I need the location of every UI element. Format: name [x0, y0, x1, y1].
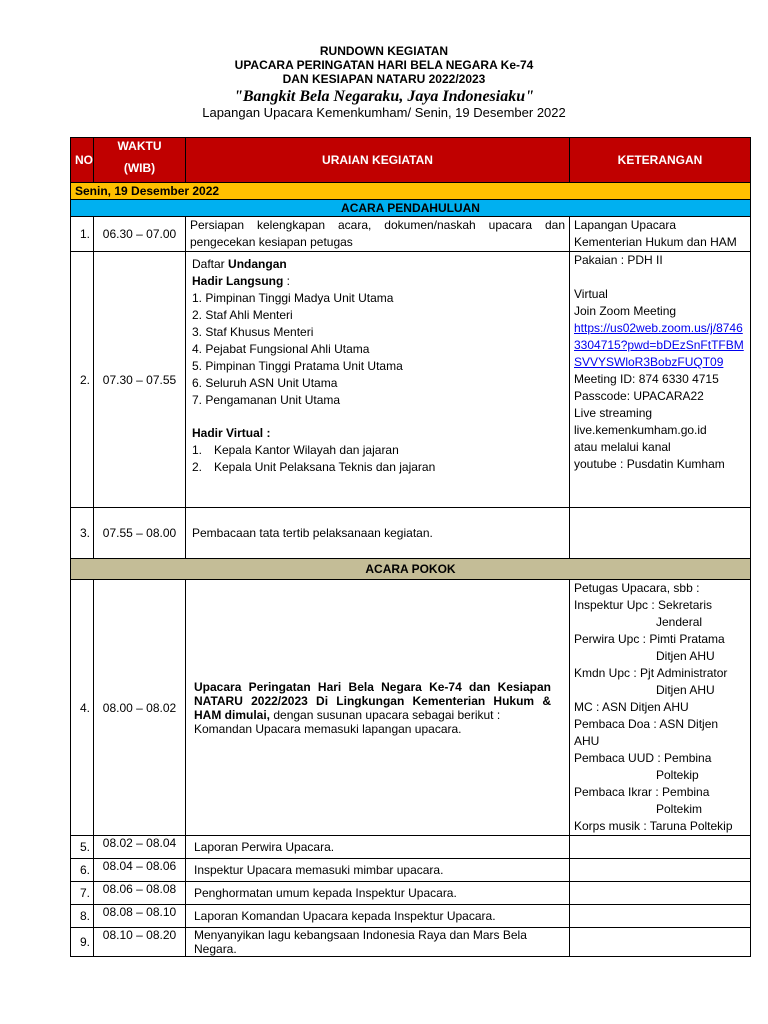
petugas-line: Pembaca Doa : ASN Ditjen AHU — [574, 717, 719, 748]
list-item: 1. Kepala Kantor Wilayah dan jajaran — [192, 443, 399, 457]
petugas-line: Petugas Upacara, sbb : — [574, 581, 700, 595]
row-keterangan — [570, 928, 751, 957]
table-header-row — [71, 138, 751, 183]
ket-meeting-id: Meeting ID: 874 6330 4715 — [574, 372, 719, 386]
row-desc — [186, 252, 570, 508]
row-desc: Pembacaan tata tertib pelaksanaan kegiatan. — [186, 508, 570, 559]
row-time: 08.04 – 08.06 — [94, 859, 186, 882]
row-desc: Inspektur Upacara memasuki mimbar upacara. — [186, 859, 570, 882]
table-row — [71, 580, 751, 836]
row-desc: Laporan Komandan Upacara kepada Inspektur Upacara. — [186, 905, 570, 928]
ket-atau: atau melalui kanal — [574, 440, 671, 454]
row-keterangan — [570, 859, 751, 882]
ket-pakaian: Pakaian : PDH II — [574, 253, 663, 267]
hadir-langsung-list — [192, 290, 565, 409]
table-row — [71, 928, 751, 957]
petugas-line: Ditjen AHU — [656, 683, 715, 697]
row-no: 2. — [71, 252, 94, 508]
table-row — [71, 252, 751, 508]
row-keterangan — [570, 580, 751, 836]
date-row — [71, 183, 751, 200]
row-time: 07.55 – 08.00 — [94, 508, 186, 559]
list-item: 2. Kepala Unit Pelaksana Teknis dan jajaran — [192, 460, 436, 474]
list-item: 7. Pengamanan Unit Utama — [192, 393, 341, 407]
row-desc: Penghormatan umum kepada Inspektur Upacara. — [186, 882, 570, 905]
section-pendahuluan: ACARA PENDAHULUAN — [71, 200, 751, 217]
col-waktu-label: WAKTU — [117, 139, 162, 153]
row-time: 08.10 – 08.20 — [94, 928, 186, 957]
row-desc — [186, 580, 570, 836]
doc-title: RUNDOWN KEGIATAN — [319, 44, 449, 58]
ket-youtube: youtube : Pusdatin Kumham — [574, 457, 725, 471]
row-no: 8. — [71, 905, 94, 928]
row-desc: Persiapan kelengkapan acara, dokumen/naskah upacara dan pengecekan kesiapan petugas — [186, 217, 570, 252]
ket-passcode: Passcode: UPACARA22 — [574, 389, 704, 403]
section-pokok: ACARA POKOK — [71, 559, 751, 580]
row-time: 08.00 – 08.02 — [94, 580, 186, 836]
petugas-line: Pembaca UUD : Pembina — [574, 751, 712, 765]
petugas-list — [574, 580, 746, 835]
row-time: 08.06 – 08.08 — [94, 882, 186, 905]
row-time: 08.08 – 08.10 — [94, 905, 186, 928]
row-no: 1. — [71, 217, 94, 252]
undangan-label: Undangan — [228, 257, 287, 271]
petugas-line: Ditjen AHU — [656, 649, 715, 663]
daftar-undangan — [192, 256, 565, 273]
motto: "Bangkit Bela Negaraku, Jaya Indonesiaku" — [233, 88, 535, 105]
list-item: 2. Staf Ahli Menteri — [192, 308, 293, 322]
petugas-line: Kmdn Upc : Pjt Administrator — [574, 666, 728, 680]
doc-subtitle-2: DAN KESIAPAN NATARU 2022/2023 — [282, 72, 486, 86]
list-item: 3. Staf Khusus Menteri — [192, 325, 314, 339]
row-keterangan — [570, 217, 751, 252]
section-row-pokok — [71, 559, 751, 580]
hadir-virtual-list — [192, 442, 565, 476]
col-keterangan: KETERANGAN — [570, 138, 751, 183]
ket-line: Lapangan Upacara — [574, 218, 677, 232]
ket-virtual: Virtual — [574, 287, 608, 301]
row-keterangan — [570, 882, 751, 905]
list-item: 5. Pimpinan Tinggi Pratama Unit Utama — [192, 359, 403, 373]
table-row — [71, 217, 751, 252]
ket-join: Join Zoom Meeting — [574, 304, 677, 318]
doc-subtitle-1: UPACARA PERINGATAN HARI BELA NEGARA Ke-74 — [234, 58, 534, 72]
row-no: 6. — [71, 859, 94, 882]
petugas-line: Inspektur Upc : Sekretaris — [574, 598, 713, 612]
row-keterangan — [570, 905, 751, 928]
row-keterangan — [570, 508, 751, 559]
col-waktu-unit: (WIB) — [123, 161, 156, 175]
petugas-line: Korps musik : Taruna Poltekip — [574, 819, 733, 833]
row4-desc-line2: Komandan Upacara memasuki lapangan upacara. — [194, 721, 462, 736]
row-no: 9. — [71, 928, 94, 957]
list-item: 4. Pejabat Fungsional Ahli Utama — [192, 342, 370, 356]
zoom-link[interactable]: https://us02web.zoom.us/j/87463304715?pwd=bDEzSnFtTFBMSVVYSWloR3BobzFUQT09 — [574, 321, 744, 369]
table-row — [71, 836, 751, 859]
hadir-virtual-heading: Hadir Virtual : — [192, 426, 271, 440]
petugas-line: Poltekip — [656, 768, 699, 782]
petugas-line: Pembaca Ikrar : Pembina — [574, 785, 710, 799]
rundown-table — [70, 137, 751, 957]
row-keterangan — [570, 252, 751, 508]
daftar-label: Daftar — [192, 257, 225, 271]
row-no: 3. — [71, 508, 94, 559]
row4-desc-main: Upacara Peringatan Hari Bela Negara Ke-74 dan Kesiapan NATARU 2022/2023 Di Lingkungan Kementerian Hukum & HAM dimulai, dengan susunan upacara sebagai berikut : — [194, 679, 551, 722]
rows-small — [71, 836, 751, 957]
table-row — [71, 508, 751, 559]
table-row — [71, 905, 751, 928]
col-no: NO — [71, 138, 94, 183]
hadir-langsung-heading: Hadir Langsung : — [192, 274, 291, 288]
date-cell: Senin, 19 Desember 2022 — [71, 183, 751, 200]
row-no: 7. — [71, 882, 94, 905]
row-time: 07.30 – 07.55 — [94, 252, 186, 508]
row-no: 4. — [71, 580, 94, 836]
ket-live-url: live.kemenkumham.go.id — [574, 423, 707, 437]
list-item: 1. Pimpinan Tinggi Madya Unit Utama — [192, 291, 394, 305]
col-waktu — [94, 138, 186, 183]
row-time: 08.02 – 08.04 — [94, 836, 186, 859]
row-time: 06.30 – 07.00 — [94, 217, 186, 252]
location-date: Lapangan Upacara Kemenkumham/ Senin, 19 Desember 2022 — [202, 105, 566, 120]
ket-live: Live streaming — [574, 406, 653, 420]
petugas-line: Jenderal — [656, 615, 703, 629]
row-keterangan — [570, 836, 751, 859]
petugas-line: Perwira Upc : Pimti Pratama — [574, 632, 725, 646]
table-row — [71, 882, 751, 905]
petugas-line: Poltekim — [656, 802, 703, 816]
list-item: 6. Seluruh ASN Unit Utama — [192, 376, 338, 390]
row-desc: Laporan Perwira Upacara. — [186, 836, 570, 859]
col-uraian: URAIAN KEGIATAN — [186, 138, 570, 183]
ket-line: Kementerian Hukum dan HAM — [574, 235, 737, 249]
row-desc: Menyanyikan lagu kebangsaan Indonesia Raya dan Mars Bela Negara. — [186, 928, 570, 957]
table-row — [71, 859, 751, 882]
row-no: 5. — [71, 836, 94, 859]
section-row-pendahuluan — [71, 200, 751, 217]
petugas-line: MC : ASN Ditjen AHU — [574, 700, 689, 714]
